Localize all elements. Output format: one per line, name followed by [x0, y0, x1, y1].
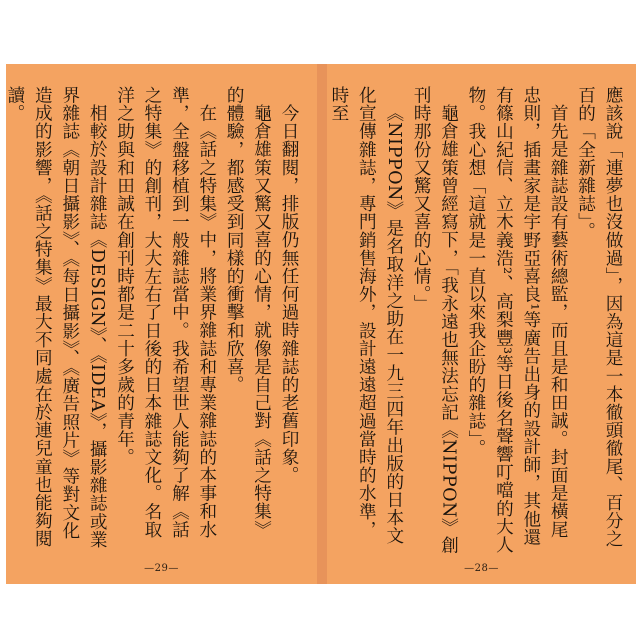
- left-page-text: [4, 86, 302, 556]
- left-paragraph-1: 今日翻閱，排版仍無任何過時雜誌的老舊印象。: [279, 103, 299, 484]
- left-page: [6, 64, 317, 584]
- right-paragraph-2: 首先是雜誌設有藝術總監，而且是和田誠。封面是橫尾忠則，插畫家是宇野亞喜良¹等廣告出身的設計師，其他還有篠山紀信、立木義浩²、高梨豐³等日後名聲響叮噹的大人物。我心想「這就是一直以來我企盼的雜誌」。: [465, 86, 569, 554]
- left-paragraph-4: 相較於設計雜誌《DESIGN》、《IDEA》，攝影雜誌或業界雜誌《朝日攝影》、《每日攝影》、《廣告照片》等對文化造成的影響，《話之特集》最大不同處在於連兒童也能夠閱讀。: [4, 86, 108, 549]
- right-paragraph-1: 應該說「連夢也沒做過」，因為這是一本徹頭徹尾、百分之百的「全新雜誌」。: [575, 86, 623, 548]
- right-paragraph-4: 《NIPPON》是名取洋之助在一九三四年出版的日本文化宣傳雜誌，專門銷售海外，設計遠遠超過當時的水準，時至: [328, 86, 404, 545]
- left-page-number: —29—: [144, 563, 179, 574]
- right-page-number: —28—: [464, 563, 499, 574]
- right-paragraph-3: 龜倉雄策曾經寫下，「我永遠也無法忘記《NIPPON》創刊時那份又驚又喜的心情。」: [411, 86, 459, 554]
- left-paragraph-3: 在《話之特集》中，將業界雜誌和專業雜誌的本事和水準，全盤移植到一般雜誌當中。我希望世人能夠了解《話之特集》的創刊，大大左右了日後的日本雜誌文化。名取洋之助與和田誠在創刊時都是二十多歲的青年。: [114, 86, 217, 539]
- right-page-text: [328, 86, 626, 556]
- right-page: [327, 64, 636, 584]
- left-paragraph-2: 龜倉雄策又驚又喜的心情，就像是自己對《話之特集》的體驗，都感受到同樣的衝擊和欣喜。: [224, 86, 272, 538]
